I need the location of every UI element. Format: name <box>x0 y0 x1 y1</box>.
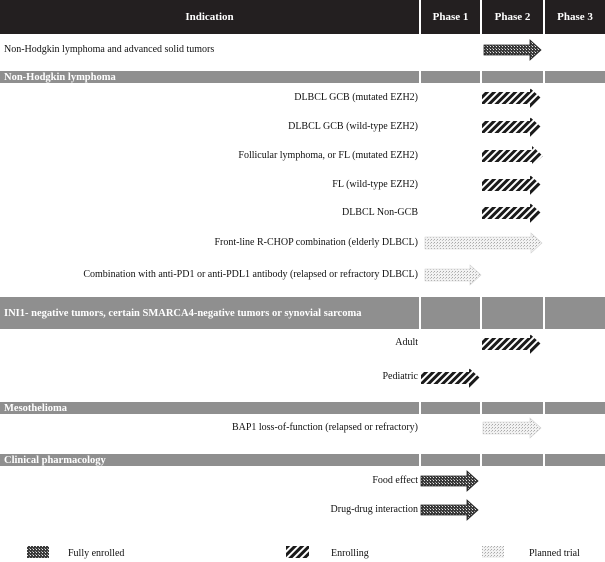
arrow-dlbcl-gcb-mutated-enrolling <box>482 88 542 108</box>
arrow-food-effect-fully-enrolled <box>421 471 479 491</box>
row-label-dlbcl-gcb-mutated: DLBCL GCB (mutated EZH2) <box>294 92 418 103</box>
header-phase-1: Phase 1 <box>421 0 480 34</box>
legend-label-planned: Planned trial <box>529 548 580 559</box>
section-meso-phase3-cell <box>545 402 605 414</box>
section-nhl: Non-Hodgkin lymphoma <box>0 71 419 83</box>
section-clinical-pharmacology: Clinical pharmacology <box>0 454 419 466</box>
row-label-nhl-solid-tumors: Non-Hodgkin lymphoma and advanced solid tumors <box>4 44 215 55</box>
row-label-dlbcl-non-gcb: DLBCL Non-GCB <box>341 207 418 218</box>
row-label-pediatric: Pediatric <box>382 371 418 382</box>
section-ini1-phase2-cell <box>482 297 543 329</box>
arrow-ddi-fully-enrolled <box>421 500 479 520</box>
row-label-fl-mutated: Follicular lymphoma, or FL (mutated EZH2) <box>238 150 418 161</box>
section-clin-phase3-cell <box>545 454 605 466</box>
section-nhl-phase2-cell <box>482 71 543 83</box>
header-indication: Indication <box>0 0 419 34</box>
section-ini1-phase3-cell <box>545 297 605 329</box>
arrow-nhl-solid-fully-enrolled <box>484 40 542 60</box>
arrow-fl-wildtype-enrolling <box>482 175 542 195</box>
section-mesothelioma: Mesothelioma <box>0 402 419 414</box>
arrow-dlbcl-non-gcb-enrolling <box>482 203 542 223</box>
section-clin-phase2-cell <box>482 454 543 466</box>
row-label-adult: Adult <box>395 337 418 348</box>
arrow-dlbcl-gcb-wildtype-enrolling <box>482 117 542 137</box>
arrow-pediatric-enrolling <box>421 368 481 388</box>
arrow-fl-mutated-enrolling <box>482 146 544 166</box>
section-nhl-phase1-cell <box>421 71 480 83</box>
header-phase-3: Phase 3 <box>545 0 605 34</box>
section-nhl-phase3-cell <box>545 71 605 83</box>
section-meso-phase1-cell <box>421 402 480 414</box>
section-clin-phase1-cell <box>421 454 480 466</box>
arrow-adult-enrolling <box>482 334 542 354</box>
row-label-bap1: BAP1 loss-of-function (relapsed or refractory) <box>231 422 418 433</box>
row-label-ddi: Drug-drug interaction <box>330 504 418 515</box>
legend-swatch-planned <box>482 546 504 558</box>
section-ini1-phase1-cell <box>421 297 480 329</box>
legend-label-enrolling: Enrolling <box>331 548 369 559</box>
legend-label-fully-enrolled: Fully enrolled <box>68 548 125 559</box>
row-label-anti-pd1: Combination with anti-PD1 or anti-PDL1 antibody (relapsed or refractory DLBCL) <box>83 269 418 280</box>
arrow-anti-pd1-planned <box>425 265 482 285</box>
legend-swatch-enrolling <box>286 546 309 558</box>
section-ini1: INI1- negative tumors, certain SMARCA4-negative tumors or synovial sarcoma <box>0 297 419 329</box>
arrow-bap1-planned <box>483 418 542 438</box>
row-label-rchop: Front-line R-CHOP combination (elderly DLBCL) <box>214 237 418 248</box>
row-label-food-effect: Food effect <box>372 475 418 486</box>
legend-swatch-fully-enrolled <box>27 546 49 558</box>
arrow-rchop-planned <box>425 233 543 253</box>
row-label-dlbcl-gcb-wildtype: DLBCL GCB (wild-type EZH2) <box>288 121 418 132</box>
header-phase-2: Phase 2 <box>482 0 543 34</box>
row-label-fl-wildtype: FL (wild-type EZH2) <box>332 179 418 190</box>
section-meso-phase2-cell <box>482 402 543 414</box>
